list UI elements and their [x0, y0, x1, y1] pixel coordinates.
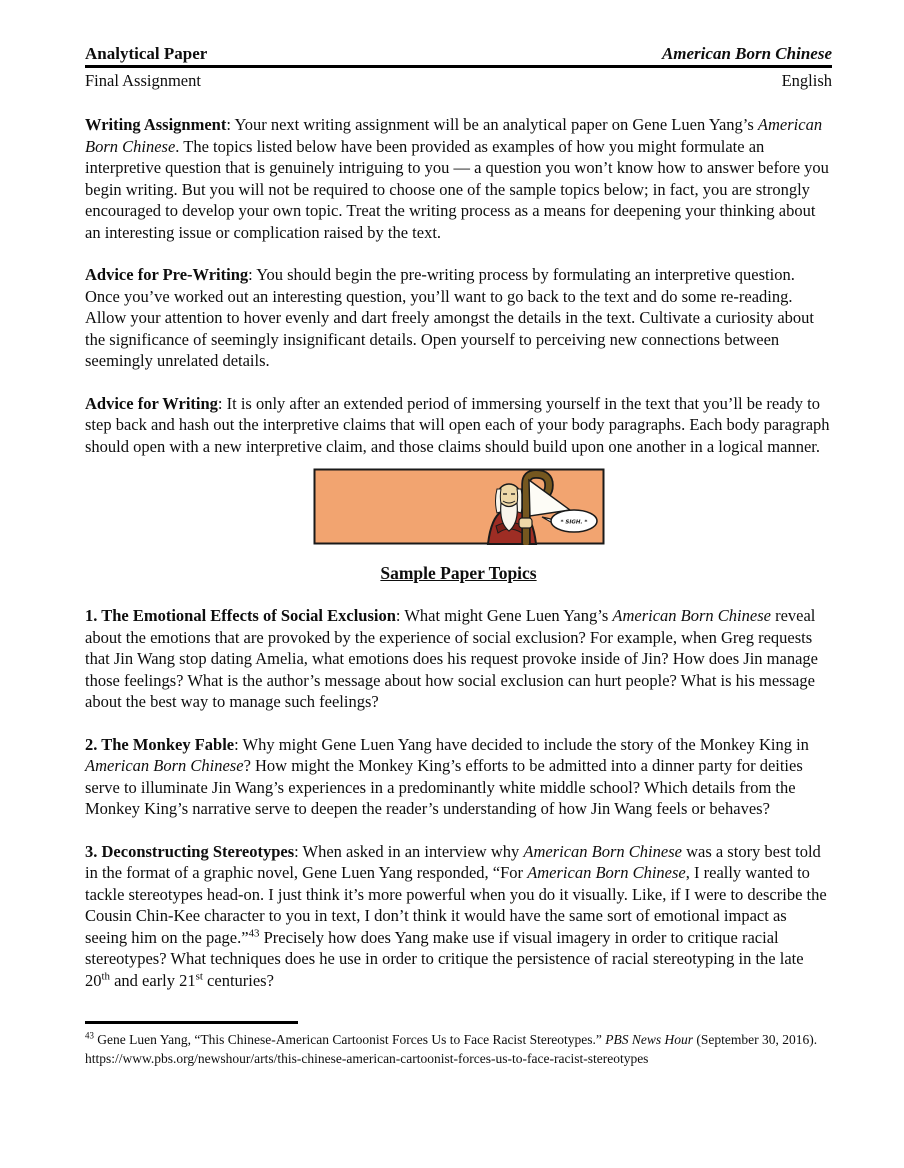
paragraph-advice-pre-writing: Advice for Pre-Writing: You should begin the pre-writing process by formulating an interpretive question. Once you’ve worked out an interesting question, you’ll want to go back to the text and do some re-reading. Allow your attention to hover evenly and dart freely amongst the details in the text. Cultivate a curiosity about the significance of seemingly insignificant details. Open yourself to perceiving new connections between seemingly unrelated details. — [85, 265, 815, 370]
footnote-separator — [85, 1021, 298, 1024]
comic-panel — [313, 468, 605, 545]
header-subtitle-left: Final Assignment — [85, 71, 201, 90]
topic-paragraph-1: 1. The Emotional Effects of Social Exclusion: What might Gene Luen Yang’s American Born Chinese reveal about the emotions that are provoked by the experience of social exclusion? For example, when Greg requests that Jin Wang stop dating Amelia, what emotions does his request provoke inside of Jin? How does Jin manage those feelings? What is the author’s message about how social exclusion can hurt people? What is his message about the best way to manage such feelings? — [85, 606, 818, 711]
paragraph-writing-assignment: Writing Assignment: Your next writing assignment will be an analytical paper on Gene Luen Yang’s American Born Chinese. The topics listed below have been provided as examples of how you might formulate an interpretive question that is genuinely intriguing to you — a question you won’t know how to answer before you begin writing. But you will not be required to choose one of the sample topics below; in fact, you are strongly encouraged to develop your own topic. Treat the writing process as a means for deepening your thinking about an interesting issue or complication raised by the text. — [85, 115, 829, 242]
footnote-citation: $^{43}$ Gene Luen Yang, “This Chinese-American Cartoonist Forces Us to Face Racist Stereotypes.” PBS News Hour (September 30, 2016). https://www.pbs.org/newshour/arts/this-chinese-american-cartoonist-forces-us-to-face-racist-stereotypes — [85, 1030, 818, 1066]
header-title-right: American Born Chinese — [661, 44, 832, 63]
header — [85, 44, 832, 68]
comic-panel-illustration — [313, 468, 605, 545]
topic-paragraph-3: 3. Deconstructing Stereotypes: When asked in an interview why American Born Chinese was a story best told in the format of a graphic novel, Gene Luen Yang responded, “For American Born Chinese, I really wanted to tackle stereotypes head-on. I just think it’s more powerful when you do it visually. Like, if I were to describe the Cousin Chin-Kee character to you in text, I don’t think it would have the same sort of emotional impact as seeing him on the page.”$^{43}$ Precisely how does Yang make use if visual imagery in order to critique racial stereotypes? What techniques does he use in order to critique the persistence of racial stereotyping in the late 20th and early 21st centuries? — [85, 841, 827, 990]
header-subtitle-right: English — [781, 71, 832, 90]
header-title-left: Analytical Paper — [85, 44, 208, 63]
paragraph-advice-writing: Advice for Writing: It is only after an extended period of immersing yourself in the text that you’ll be ready to step back and hash out the interpretive claims that will open each of your body paragraphs. Each body paragraph should open with a new interpretive claim, and those claims should build upon one another in a logical manner. — [85, 393, 830, 456]
speech-bubble-text: * SIGH. * — [560, 519, 587, 526]
header-subtitle-row — [85, 70, 832, 91]
topic-paragraph-2: 2. The Monkey Fable: Why might Gene Luen Yang have decided to include the story of the Monkey King in American Born Chinese? How might the Monkey King’s efforts to be admitted into a dinner party for deities serve to illuminate Jin Wang’s experiences in a predominantly white middle school? Which details from the Monkey King’s narrative serve to deepen the reader’s understanding of how Jin Wang feels or behaves? — [85, 734, 809, 818]
monk-hand — [519, 518, 532, 528]
section-heading-sample-paper-topics: Sample Paper Topics — [380, 563, 537, 583]
